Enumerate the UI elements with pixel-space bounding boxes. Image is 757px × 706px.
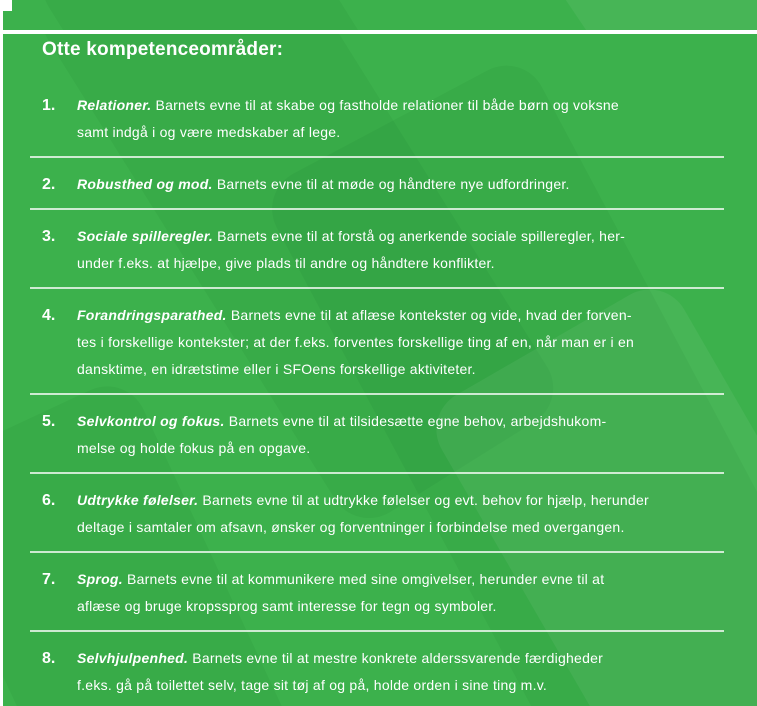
- list-item: [3, 645, 757, 699]
- competence-panel: [3, 34, 757, 706]
- item-text: Sprog. Barnets evne til at kommunikere med sine omgivelser, herunder evne til at aflæse og bruge kropssprog samt interesse for tegn og symboler.: [77, 571, 605, 614]
- panel-content: [3, 38, 757, 699]
- item-number: 6.: [42, 492, 56, 509]
- item-text: Selvhjulpenhed. Barnets evne til at mestre konkrete alderssvarende færdigheder f.eks. gå på toilettet selv, tage sit tøj af og på, holde orden i sine ting m.v.: [77, 650, 604, 693]
- item-number: 5.: [42, 413, 56, 430]
- item-text: Selvkontrol og fokus. Barnets evne til at tilsidesætte egne behov, arbejdshukom- melse og holde fokus på en opgave.: [77, 413, 607, 456]
- item-divider: [30, 472, 724, 474]
- item-keyword: Selvhjulpenhed.: [77, 650, 189, 666]
- item-text: Forandringsparathed. Barnets evne til at aflæse kontekster og vide, hvad der forven- tes i forskellige kontekster; at der f.eks. forventes forskellige ting af en, når man er i en dansktime, en idrætstime eller i SFOens forskellige aktiviteter.: [77, 307, 635, 377]
- list-item: [3, 171, 757, 198]
- list-item: [3, 408, 757, 462]
- competence-list: [3, 92, 757, 699]
- item-text: Relationer. Barnets evne til at skabe og fastholde relationer til både børn og voksne samt indgå i og være medskaber af lege.: [77, 97, 619, 140]
- item-number: 8.: [42, 650, 56, 667]
- list-item: [3, 92, 757, 146]
- decorative-top-strip: [3, 0, 757, 30]
- item-text: Robusthed og mod. Barnets evne til at møde og håndtere nye udfordringer.: [77, 176, 570, 192]
- item-divider: [30, 393, 724, 395]
- item-text: Udtrykke følelser. Barnets evne til at udtrykke følelser og evt. behov for hjælp, herunder deltage i samtaler om afsavn, ønsker og forventninger i forbindelse med overgangen.: [77, 492, 649, 535]
- item-number: 2.: [42, 176, 56, 193]
- item-divider: [30, 287, 724, 289]
- item-keyword: Robusthed og mod.: [77, 176, 213, 192]
- list-item: [3, 302, 757, 383]
- list-item: [3, 487, 757, 541]
- item-keyword: Forandringsparathed.: [77, 307, 227, 323]
- watermark-shape: [28, 0, 569, 30]
- item-number: 4.: [42, 307, 56, 324]
- item-number: 7.: [42, 571, 56, 588]
- item-keyword: Selvkontrol og fokus.: [77, 413, 225, 429]
- list-item: [3, 223, 757, 277]
- item-keyword: Sociale spilleregler.: [77, 228, 213, 244]
- item-keyword: Relationer.: [77, 97, 152, 113]
- item-number: 1.: [42, 97, 56, 114]
- item-divider: [30, 630, 724, 632]
- watermark-texture: [3, 0, 757, 30]
- item-text: Sociale spilleregler. Barnets evne til at forstå og anerkende sociale spilleregler, her- under f.eks. at hjælpe, give plads til andre og håndtere konflikter.: [77, 228, 626, 271]
- item-number: 3.: [42, 228, 56, 245]
- panel-title: Otte kompetenceområder:: [42, 39, 284, 60]
- page-margin-corner: [0, 0, 12, 11]
- item-keyword: Udtrykke følelser.: [77, 492, 199, 508]
- item-keyword: Sprog.: [77, 571, 123, 587]
- watermark-shape: [539, 0, 757, 30]
- item-divider: [30, 156, 724, 158]
- item-divider: [30, 551, 724, 553]
- list-item: [3, 566, 757, 620]
- item-divider: [30, 208, 724, 210]
